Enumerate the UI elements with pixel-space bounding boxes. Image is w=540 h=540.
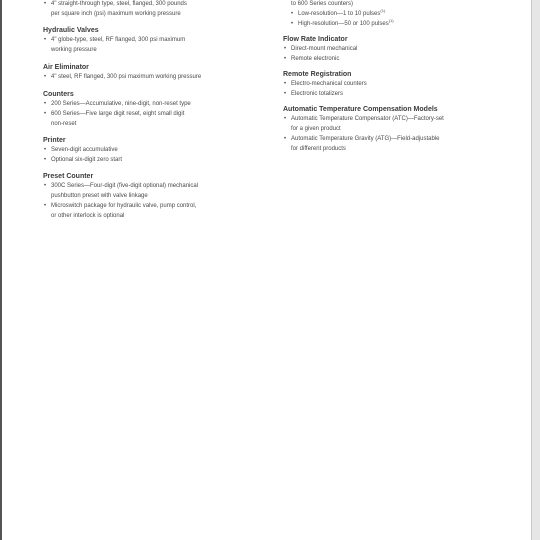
preset-counter-list-2 (43, 201, 268, 211)
flow-rate-list (283, 44, 513, 64)
list-item (283, 19, 513, 29)
heading-remote-registration: Remote Registration (283, 71, 352, 78)
hydraulic-valves-list (43, 35, 268, 45)
list-item: • 300C Series—Four-digit (five-digit optional) mechanical (43, 181, 268, 191)
list-item: • Direct-mount mechanical (283, 44, 513, 54)
list-item: • Electronic totalizers (283, 89, 513, 99)
list-item: • 4" globe-type, steel, RF flanged, 300 psi maximum (43, 35, 268, 45)
list-item-continuation: to 600 Series counters) (291, 1, 354, 7)
list-item-continuation: pushbutton preset with valve linkage (51, 193, 148, 199)
right-column (283, 0, 513, 154)
heading-air-eliminator: Air Eliminator (43, 64, 89, 71)
resolution-list (283, 9, 513, 29)
remote-registration-list (283, 79, 513, 99)
viewer-left-border (0, 0, 2, 540)
heading-preset-counter: Preset Counter (43, 173, 94, 180)
counters-list (43, 99, 268, 119)
list-item-continuation: for different products (291, 146, 346, 152)
list-item: • Remote electronic (283, 54, 513, 64)
list-item (283, 9, 513, 19)
list-item-continuation: per square inch (psi) maximum working pressure (51, 11, 181, 17)
list-item: • 4" straight-through type, steel, flanged, 300 pounds (43, 0, 268, 9)
list-item: • Electro-mechanical counters (283, 79, 513, 89)
list-item: • 4" steel, RF flanged, 300 psi maximum working pressure (43, 72, 268, 82)
list-item-text: High-resolution—50 or 100 pulses (298, 21, 389, 27)
list-item-text: Low-resolution—1 to 10 pulses (298, 11, 381, 17)
top-item-list (43, 0, 268, 9)
heading-counters: Counters (43, 91, 74, 98)
list-item-continuation: or other interlock is optional (51, 213, 125, 219)
footnote-marker: (1) (380, 8, 386, 13)
list-item: • Seven-digit accumulative (43, 145, 268, 155)
list-item-continuation: non-reset (51, 121, 77, 127)
list-item: • Optional six-digit zero start (43, 155, 268, 165)
list-item: • 200 Series—Accumulative, nine-digit, non-reset type (43, 99, 268, 109)
list-item-continuation: for a given product (291, 126, 341, 132)
atc-models-list (283, 114, 513, 124)
list-item: • Automatic Temperature Compensator (ATC)—Factory-set (283, 114, 513, 124)
air-eliminator-list (43, 72, 268, 82)
list-item: • Automatic Temperature Gravity (ATG)—Field-adjustable (283, 134, 513, 144)
heading-atc-models: Automatic Temperature Compensation Models (283, 106, 438, 113)
list-item: • 600 Series—Five large digit reset, eight small digit (43, 109, 268, 119)
atc-models-list-2 (283, 134, 513, 144)
left-column (43, 0, 268, 221)
footnote-marker: (1) (388, 18, 394, 23)
heading-printer: Printer (43, 137, 66, 144)
printer-list (43, 145, 268, 165)
preset-counter-list (43, 181, 268, 191)
viewer-scrollbar-track[interactable] (531, 0, 540, 540)
list-item-continuation: working pressure (51, 47, 97, 53)
heading-flow-rate-indicator: Flow Rate Indicator (283, 36, 348, 43)
list-item: • Microswitch package for hydraulic valve, pump control, (43, 201, 268, 211)
heading-hydraulic-valves: Hydraulic Valves (43, 27, 99, 34)
